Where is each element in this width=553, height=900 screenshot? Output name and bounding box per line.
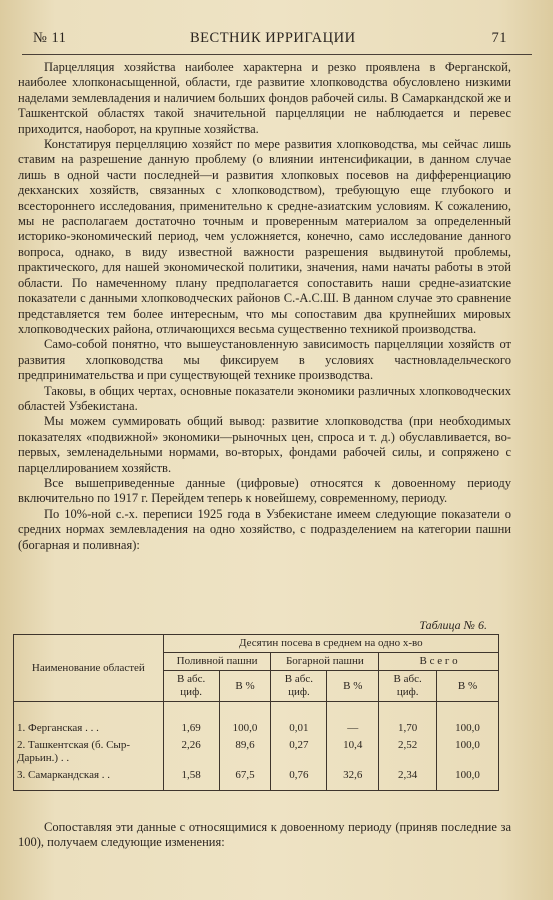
pct-header: В % (437, 671, 499, 702)
article-body (18, 60, 511, 553)
table-cell: 32,6 (327, 767, 379, 791)
subgroup-irrigated: Поливной пашни (163, 653, 271, 671)
table-cell: 100,0 (219, 702, 271, 738)
table-cell: 100,0 (437, 767, 499, 791)
paragraph: Все вышеприведенные данные (цифровые) относятся к довоенному периоду включительно по 1917 г. Перейдем теперь к новейшему, современному, периоду. (18, 475, 511, 506)
abs-header: В абс. циф. (163, 671, 219, 702)
journal-title: ВЕСТНИК ИРРИГАЦИИ (190, 30, 356, 46)
paragraph: Таковы, в общих чертах, основные показатели экономики различных хлопководческих областей Узбекистана. (18, 383, 511, 413)
table-cell: — (327, 702, 379, 738)
table-cell: 0,01 (271, 702, 327, 738)
closing-text (18, 820, 511, 851)
table-cell: 0,76 (271, 767, 327, 791)
paragraph: По 10%-ной с.-х. переписи 1925 года в Узбекистане имеем следующие показатели о средних нормах землевладения на одно хозяйство, с подразделением на категории пашни (богарная и поливная): (18, 506, 511, 552)
paragraph: Сопоставляя эти данные с относящимися к довоенному периоду (приняв последние за 100), получаем следующие изменения: (18, 820, 511, 850)
running-header (0, 30, 553, 52)
group-header: Десятин посева в среднем на одно х-во (163, 635, 498, 653)
region-name: 3. Самаркандская . . (14, 767, 164, 791)
abs-header: В абс. циф. (271, 671, 327, 702)
table-cell: 2,52 (379, 737, 437, 767)
paragraph: Парцелляция хозяйства наиболее характерна и резко проявлена в Ферганской, наиболее хлопконасыщенной, области, где развитие хлопководства обусловлено низкими наделами землевладения и наличием больших фондов рабочей силы. В Самаркандской же и Ташкентской областях такой значительной парцелляции не наблюдается и перевес приходится, наоборот, на крупные хозяйства. (18, 60, 511, 136)
land-table (13, 634, 499, 791)
table-cell: 1,69 (163, 702, 219, 738)
table-cell: 1,58 (163, 767, 219, 791)
table-row (14, 767, 499, 791)
header-rule (22, 54, 532, 55)
table-caption: Таблица № 6. (419, 618, 487, 632)
paragraph: Мы можем суммировать общий вывод: развитие хлопководства (при необходимых показателях «подвижной» экономики—рыночных цен, спроса и т. д.) обуславливается, во-первых, земленадельными нормами, во-вторых, фондами рабочей силы, и сопряжено с парцеллированием хозяйств. (18, 414, 511, 475)
issue-number: № 11 (33, 30, 67, 46)
table-cell: 89,6 (219, 737, 271, 767)
table-cell: 2,26 (163, 737, 219, 767)
table-cell: 0,27 (271, 737, 327, 767)
region-name: 1. Ферганская . . . (14, 702, 164, 738)
pct-header: В % (327, 671, 379, 702)
page-number: 71 (491, 30, 507, 46)
region-name: 2. Ташкентская (б. Сыр-Дарьин.) . . (14, 737, 164, 767)
table-cell: 1,70 (379, 702, 437, 738)
table-cell: 67,5 (219, 767, 271, 791)
table-row (14, 702, 499, 738)
column-header-region: Наименование областей (14, 635, 164, 702)
paragraph: Само-собой понятно, что вышеустановленную зависимость парцелляции хозяйств от развития хлопководства мы фиксируем в условиях частновладельческого предпринимательства и при существующей технике производства. (18, 337, 511, 383)
pct-header: В % (219, 671, 271, 702)
subgroup-rainfed: Богарной пашни (271, 653, 379, 671)
subgroup-total: В с е г о (379, 653, 499, 671)
abs-header: В абс. циф. (379, 671, 437, 702)
table-cell: 100,0 (437, 737, 499, 767)
table-cell: 10,4 (327, 737, 379, 767)
table-cell: 2,34 (379, 767, 437, 791)
table-cell: 100,0 (437, 702, 499, 738)
table-row (14, 737, 499, 767)
paragraph: Констатируя перцелляцию хозяйст по мере развития хлопководства, мы сейчас лишь ставим на разрешение данную проблему (о влиянии интенсификации, в данном случае лишь в одной части последней—и развития хлопковых посевов на дифференциацию декханских хозяйств, связанных с хлопководством), требующую еще глубокого и всестороннего исследования, применительно к средне-азиатским условиям. К сожалению, мы не располагаем достаточно точным и проверенным материалом за определенный историко-экономический период, чем усложняется, конечно, само исследование данного вопроса, однако, в виду известной важности разрешения выдвинутой проблемы, практического, для нашей экономической политики, значения, нами начаты работы в этой области. По намеченному плану предполагается сопоставить наши средне-азиатские показатели с данными хлопководческих районов С.-А.С.Ш. В данном случае это сравнение представляется тем более интересным, что мы сопоставим два крупнейших мировых хлопководческих района, отличающихся весьма существенно техникой производства. (18, 137, 511, 336)
